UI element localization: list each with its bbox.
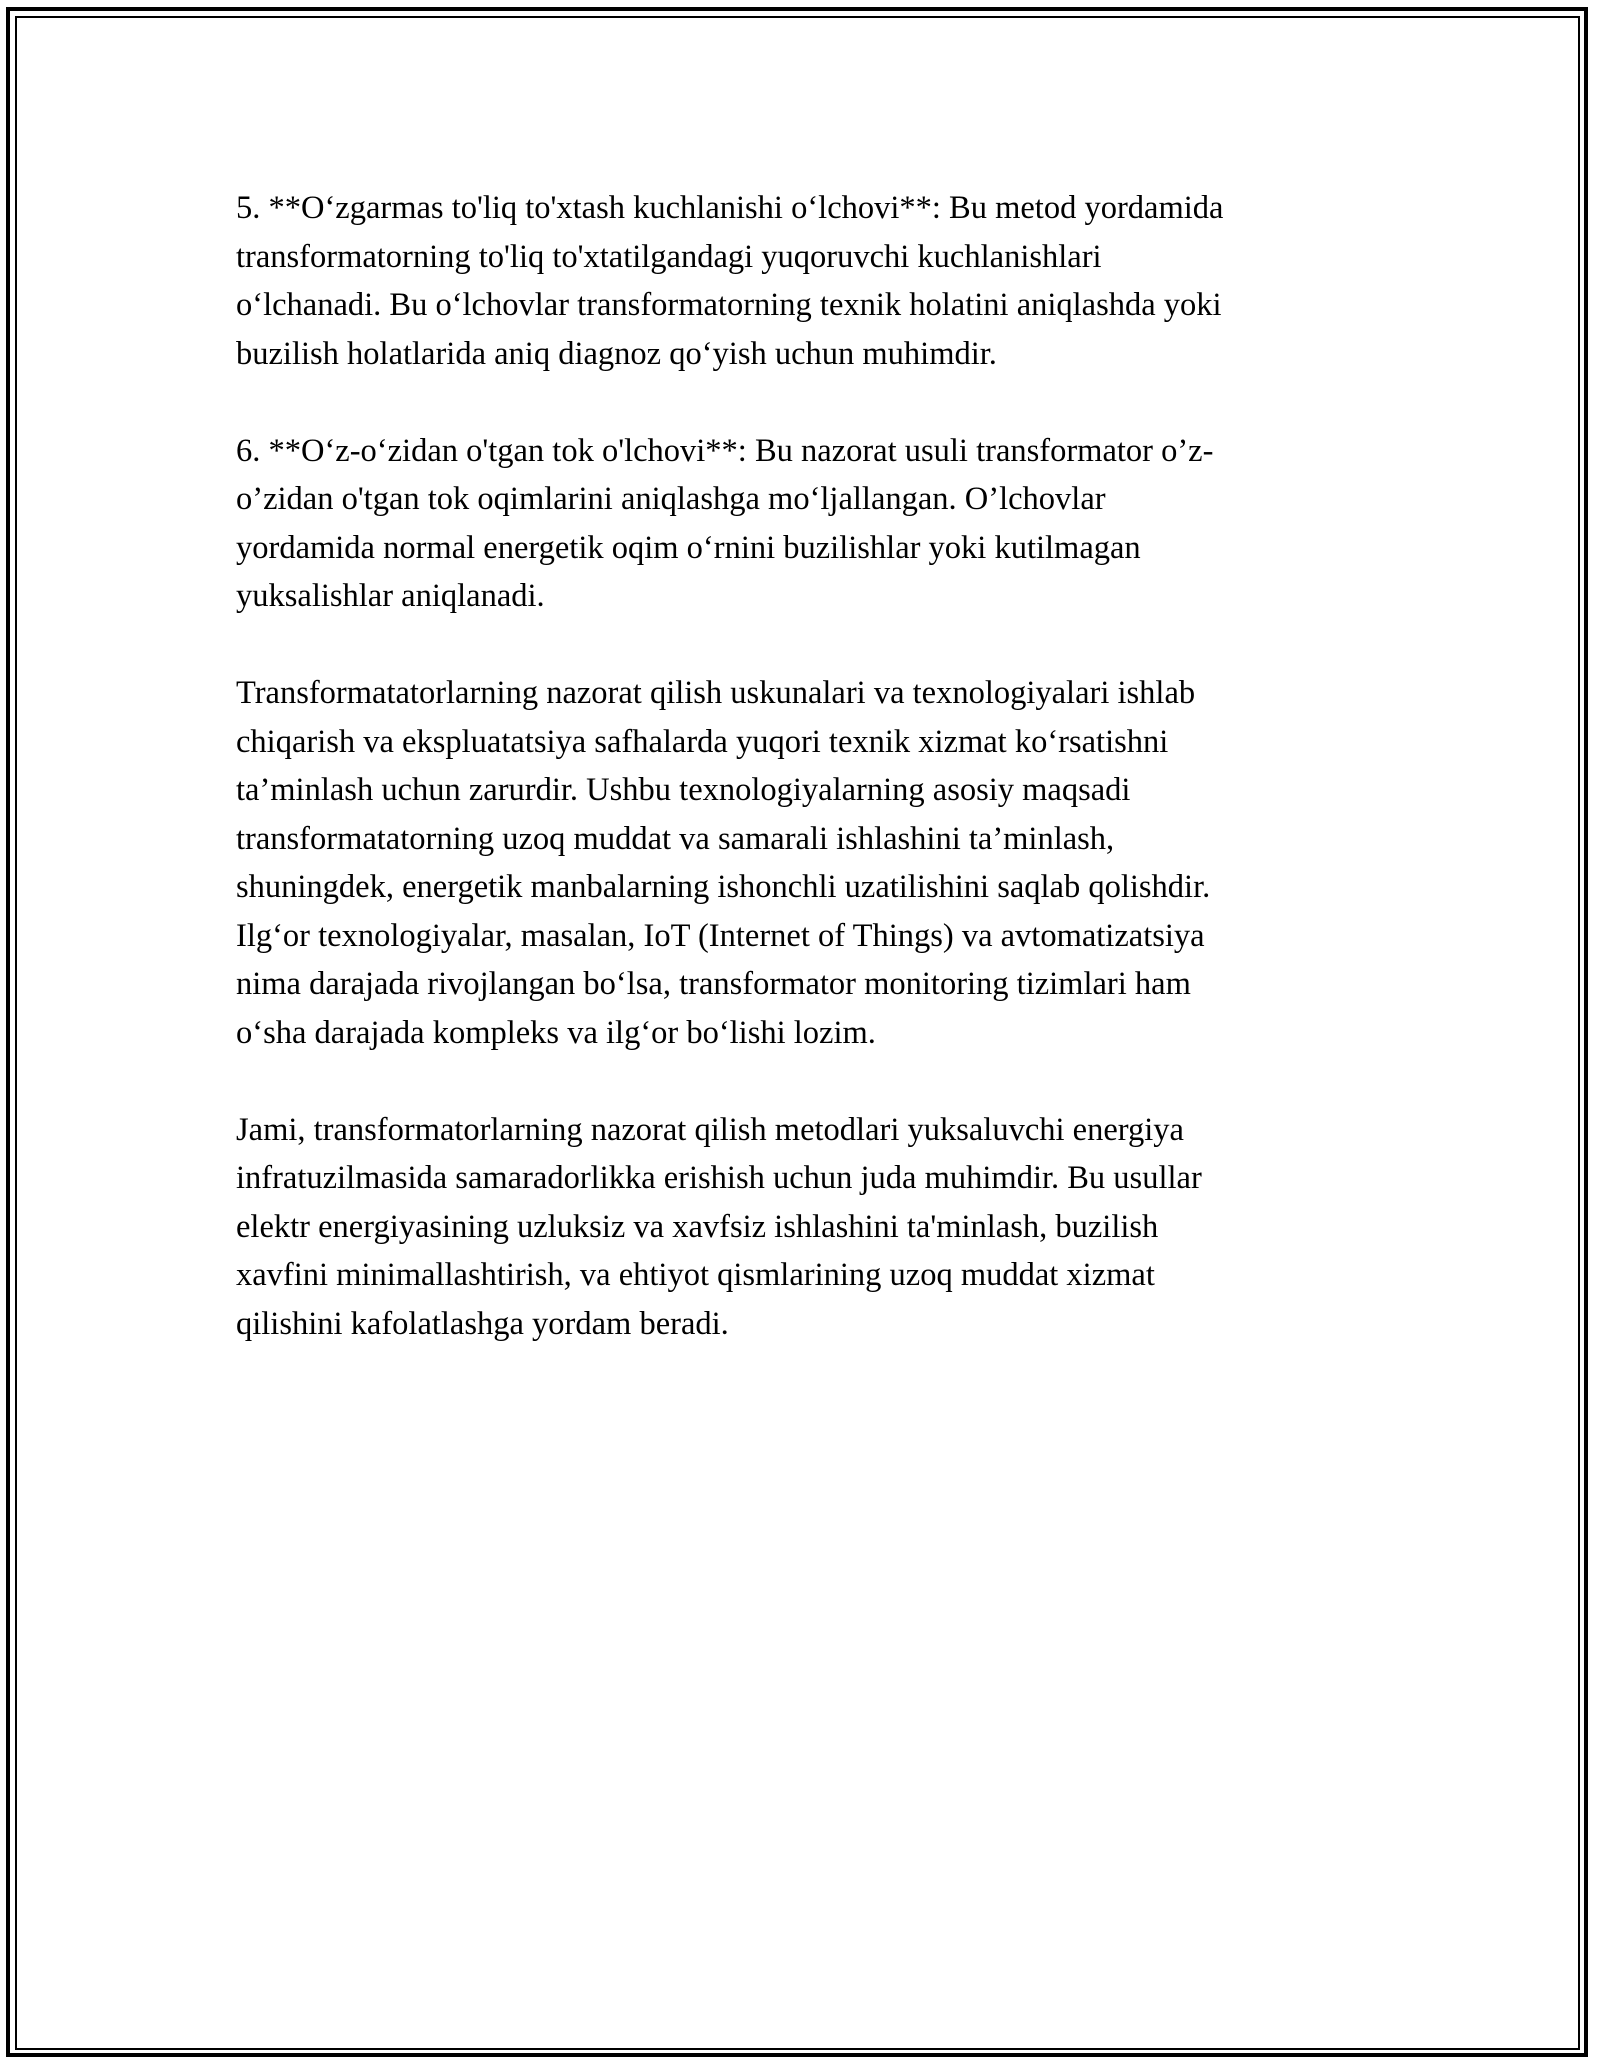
paragraph-measurement-6: 6. **O‘z-o‘zidan o'tgan tok o'lchovi**: Bu nazorat usuli transformator o’z- o’zidan o'tgan tok oqimlarini aniqlashga mo‘ljallangan. O’lchovlar yordamida normal energetik oqim o‘rnini buzilishlar yoki kutilmagan yuksalishlar aniqlanadi. bbox=[236, 432, 1214, 614]
document-body bbox=[236, 184, 1364, 1397]
paragraph-conclusion: Jami, transformatorlarning nazorat qilish metodlari yuksaluvchi energiya infratuzilmasida samaradorlikka erishish uchun juda muhimdir. Bu usullar elektr energiyasining uzluksiz va xavfsiz ishlashini ta'minlash, buzilish xavfini minimallashtirish, va ehtiyot qismlarining uzoq muddat xizmat qilishini kafolatlashga yordam beradi. bbox=[236, 1111, 1202, 1342]
paragraph-technologies: Transformatatorlarning nazorat qilish uskunalari va texnologiyalari ishlab chiqarish va ekspluatatsiya safhalarda yuqori texnik xizmat ko‘rsatishni ta’minlash uchun zarurdir. Ushbu texnologiyalarning asosiy maqsadi transformatatorning uzoq muddat va samarali ishlashini ta’minlash, shuningdek, energetik manbalarning ishonchli uzatilishini saqlab qolishdir. Ilg‘or texnologiyalar, masalan, IoT (Internet of Things) va avtomatizatsiya nima darajada rivojlangan bo‘lsa, transformator monitoring tizimlari ham o‘sha darajada kompleks va ilg‘or bo‘lishi lozim. bbox=[236, 675, 1211, 1051]
paragraph-measurement-5: 5. **O‘zgarmas to'liq to'xtash kuchlanishi o‘lchovi**: Bu metod yordamida transformatorning to'liq to'xtatilgandagi yuqoruvchi kuchlanishlari o‘lchanadi. Bu o‘lchovlar transformatorning texnik holatini aniqlashda yoki buzilish holatlarida aniq diagnoz qo‘yish uchun muhimdir. bbox=[236, 190, 1224, 372]
